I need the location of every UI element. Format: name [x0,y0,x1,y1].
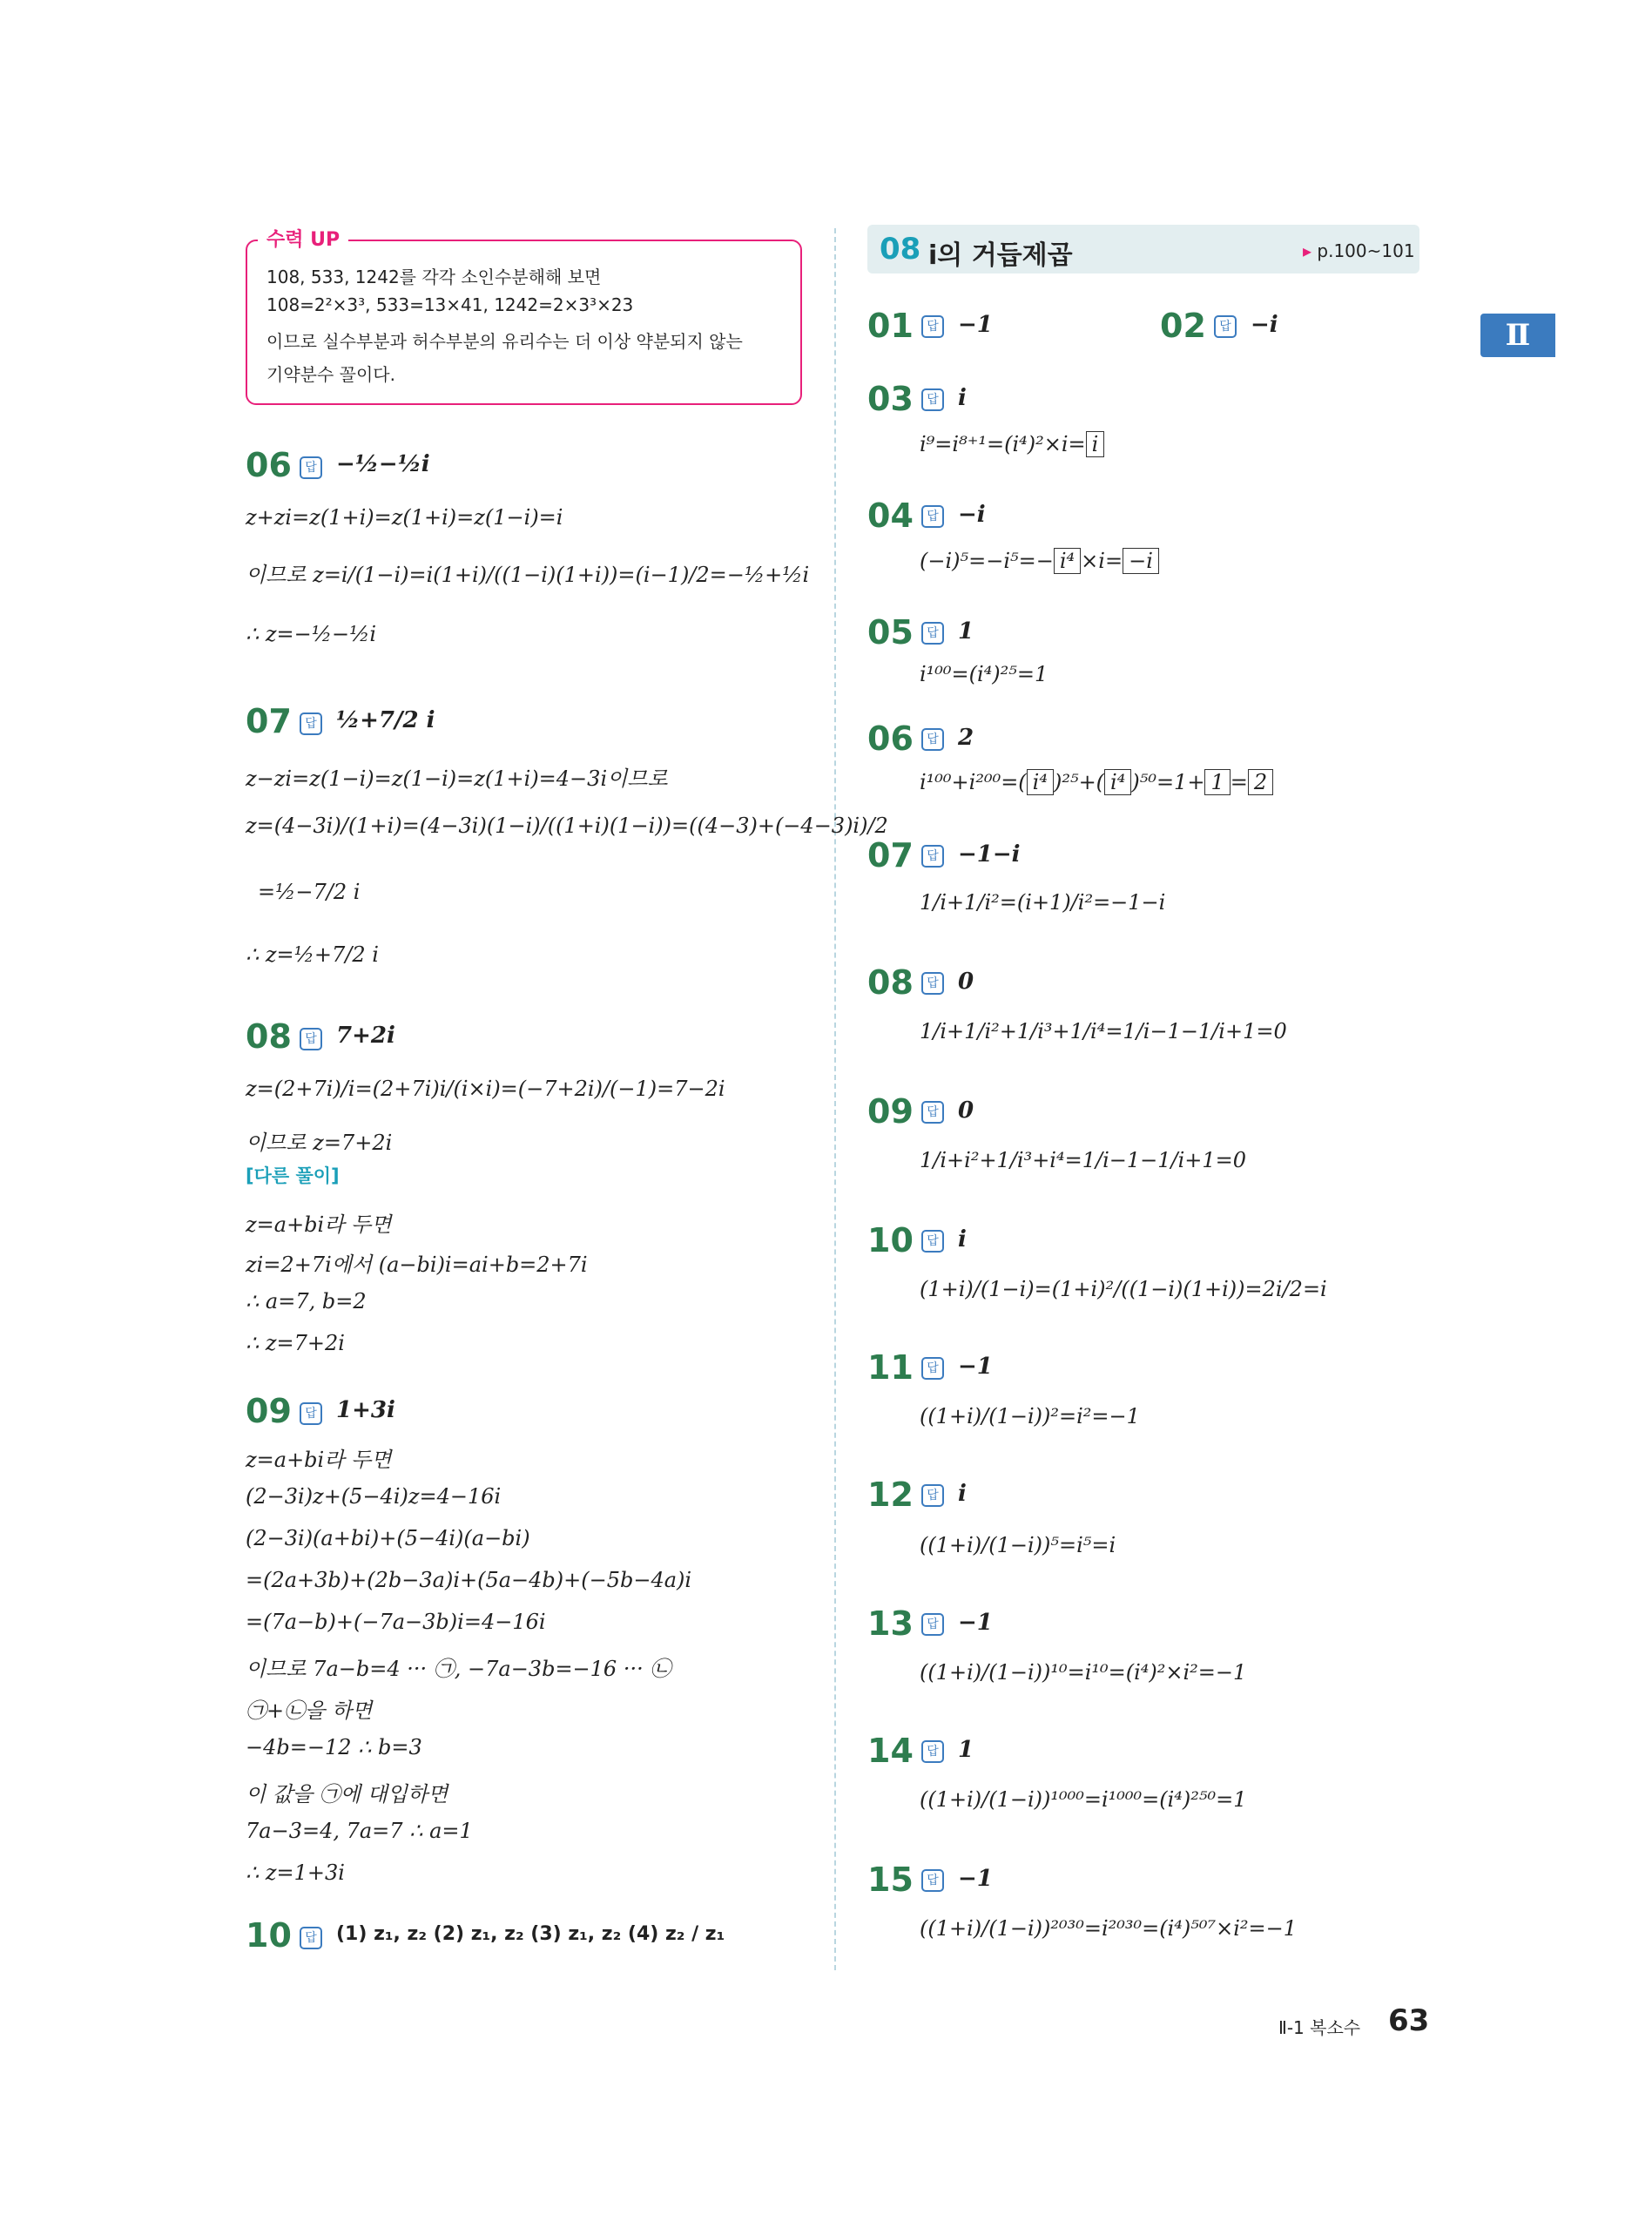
page-number: 63 [1388,2003,1430,2038]
rproblem-04-answer: −i [958,502,986,528]
answer-badge: 답 [921,1613,944,1636]
rproblem-11-line: ((1+i)/(1−i))²=i²=−1 [920,1404,1140,1428]
problem-10-answer: (1) z₁, z₂ (2) z₁, z₂ (3) z₁, z₂ (4) z₂ / z₁ [336,1923,725,1945]
rproblem-14-number: 14 [867,1732,914,1770]
answer-badge: 답 [300,1402,322,1425]
problem-09-number: 09 [246,1392,292,1430]
answer-badge: 답 [921,505,944,528]
tip-title: 수력 UP [258,225,348,252]
answer-badge: 답 [1214,315,1237,338]
problem-09-line-4: =(2a+3b)+(2b−3a)i+(5a−4b)+(−5b−4a)i [246,1568,692,1592]
problem-08-line-5: ∴ a=7, b=2 [246,1289,367,1313]
problem-09-line-6: 이므로 7a−b=4 ··· ㉠, −7a−3b=−16 ··· ㉡ [246,1657,671,1681]
problem-09-line-2: (2−3i)z+(5−4i)z=4−16i [246,1484,502,1509]
rproblem-07-answer: −1−i [958,841,1021,868]
rproblem-11-number: 11 [867,1348,914,1387]
problem-08-answer: 7+2i [336,1023,395,1049]
rproblem-15-line: ((1+i)/(1−i))²⁰³⁰=i²⁰³⁰=(i⁴)⁵⁰⁷×i²=−1 [920,1916,1298,1941]
problem-07-line-1: z−zi=z(1−i)=z(1−i)=z(1+i)=4−3i이므로 [246,766,668,791]
rproblem-07-line: 1/i+1/i²=(i+1)/i²=−1−i [920,890,1166,915]
answer-badge: 답 [921,1869,944,1892]
answer-badge: 답 [921,728,944,751]
answer-badge: 답 [921,1484,944,1507]
rproblem-05-answer: 1 [958,618,974,645]
problem-08-line-3: z=a+bi라 두면 [246,1212,392,1237]
rproblem-10-answer: i [958,1226,967,1253]
rproblem-08-answer: 0 [958,969,974,995]
rproblem-09-number: 09 [867,1092,914,1131]
problem-08-line-1: z=(2+7i)/i=(2+7i)i/(i×i)=(−7+2i)/(−1)=7−2i [246,1077,725,1101]
answer-badge: 답 [921,972,944,995]
rproblem-02-number: 02 [1160,307,1206,345]
rproblem-03-number: 03 [867,380,914,418]
tip-line-4: 기약분수 꼴이다. [266,364,395,385]
problem-09-line-10: 7a−3=4, 7a=7 ∴ a=1 [246,1819,473,1843]
rproblem-12-line: ((1+i)/(1−i))⁵=i⁵=i [920,1533,1116,1557]
answer-badge: 답 [921,622,944,645]
problem-08-line-6: ∴ z=7+2i [246,1331,345,1355]
problem-08-line-4: zi=2+7i에서 (a−bi)i=ai+b=2+7i [246,1253,588,1277]
problem-09-line-3: (2−3i)(a+bi)+(5−4i)(a−bi) [246,1526,530,1550]
problem-06-line-2: 이므로 z=i/(1−i)=i(1+i)/((1−i)(1+i))=(i−1)/2=−½+½i [246,563,810,587]
rproblem-08-number: 08 [867,963,914,1002]
rproblem-12-number: 12 [867,1476,914,1514]
problem-09-line-8: −4b=−12 ∴ b=3 [246,1735,422,1759]
section-title: i의 거듭제곱 [928,240,1073,271]
section-number: 08 [880,232,921,267]
answer-badge: 답 [300,1028,322,1050]
rproblem-12-answer: i [958,1481,967,1507]
column-divider [834,228,836,1970]
rproblem-09-line: 1/i+i²+1/i³+i⁴=1/i−1−1/i+1=0 [920,1148,1247,1172]
section-page-ref[interactable]: ▸ p.100~101 [1303,240,1415,261]
rproblem-14-answer: 1 [958,1737,974,1763]
tip-line-3: 이므로 실수부분과 허수부분의 유리수는 더 이상 약분되지 않는 [266,331,743,352]
answer-badge: 답 [921,1357,944,1380]
problem-10-number: 10 [246,1916,292,1955]
problem-07-line-3: =½−7/2 i [258,880,361,904]
problem-07-line-2: z=(4−3i)/(1+i)=(4−3i)(1−i)/((1+i)(1−i))=((4−3)+(−4−3)i)/2 [246,814,888,838]
problem-06-answer: −½−½i [336,451,430,477]
chapter-tab[interactable]: Ⅱ [1480,314,1555,357]
problem-07-number: 07 [246,702,292,740]
problem-09-answer: 1+3i [336,1397,395,1423]
other-solution-label: [다른 풀이] [246,1165,340,1186]
rproblem-06-number: 06 [867,719,914,758]
rproblem-02-answer: −i [1251,312,1278,338]
problem-09-line-5: =(7a−b)+(−7a−3b)i=4−16i [246,1610,546,1634]
rproblem-04-number: 04 [867,496,914,535]
answer-badge: 답 [921,315,944,338]
rproblem-04-line: (−i)⁵=−i⁵=− i⁴ ×i= −i [920,549,1159,573]
answer-badge: 답 [300,1927,322,1949]
problem-06-number: 06 [246,446,292,484]
rproblem-15-number: 15 [867,1860,914,1899]
rproblem-06-answer: 2 [958,725,974,751]
rproblem-05-number: 05 [867,613,914,652]
tip-line-1: 108, 533, 1242를 각각 소인수분해해 보면 [266,267,602,287]
rproblem-07-number: 07 [867,836,914,875]
rproblem-01-number: 01 [867,307,914,345]
problem-07-line-4: ∴ z=½+7/2 i [246,942,379,967]
answer-badge: 답 [300,456,322,479]
problem-09-line-11: ∴ z=1+3i [246,1860,345,1885]
rproblem-14-line: ((1+i)/(1−i))¹⁰⁰⁰=i¹⁰⁰⁰=(i⁴)²⁵⁰=1 [920,1787,1247,1812]
rproblem-13-answer: −1 [958,1610,993,1636]
footer-chapter-label: Ⅱ-1 복소수 [1278,2017,1361,2038]
rproblem-06-line: i¹⁰⁰+i²⁰⁰=( i⁴ )²⁵+( i⁴ )⁵⁰=1+ 1 = 2 [920,770,1273,794]
rproblem-10-line: (1+i)/(1−i)=(1+i)²/((1−i)(1+i))=2i/2=i [920,1277,1327,1301]
problem-09-line-7: ㉠+㉡을 하면 [246,1698,373,1723]
rproblem-13-line: ((1+i)/(1−i))¹⁰=i¹⁰=(i⁴)²×i²=−1 [920,1660,1247,1685]
answer-badge: 답 [921,1230,944,1253]
problem-06-line-1: z+zi=z(1+i)=z(1+i)=z(1−i)=i [246,505,563,530]
rproblem-01-answer: −1 [958,312,993,338]
rproblem-03-line: i⁹=i⁸⁺¹=(i⁴)²×i= i [920,432,1104,456]
rproblem-03-answer: i [958,385,967,411]
problem-09-line-1: z=a+bi라 두면 [246,1448,392,1472]
rproblem-05-line: i¹⁰⁰=(i⁴)²⁵=1 [920,662,1049,686]
problem-07-answer: ½+7/2 i [336,707,435,733]
answer-badge: 답 [921,1101,944,1124]
rproblem-13-number: 13 [867,1604,914,1643]
answer-badge: 답 [921,388,944,411]
problem-08-number: 08 [246,1017,292,1056]
rproblem-11-answer: −1 [958,1354,993,1380]
problem-09-line-9: 이 값을 ㉠에 대입하면 [246,1782,448,1806]
answer-badge: 답 [921,1740,944,1763]
tip-line-2: 108=2²×3³, 533=13×41, 1242=2×3³×23 [266,294,634,315]
problem-08-line-2: 이므로 z=7+2i [246,1131,393,1155]
rproblem-08-line: 1/i+1/i²+1/i³+1/i⁴=1/i−1−1/i+1=0 [920,1019,1287,1043]
answer-badge: 답 [300,712,322,735]
problem-06-line-3: ∴ z=−½−½i [246,622,377,646]
rproblem-10-number: 10 [867,1221,914,1259]
rproblem-15-answer: −1 [958,1866,993,1892]
rproblem-09-answer: 0 [958,1097,974,1124]
answer-badge: 답 [921,845,944,868]
